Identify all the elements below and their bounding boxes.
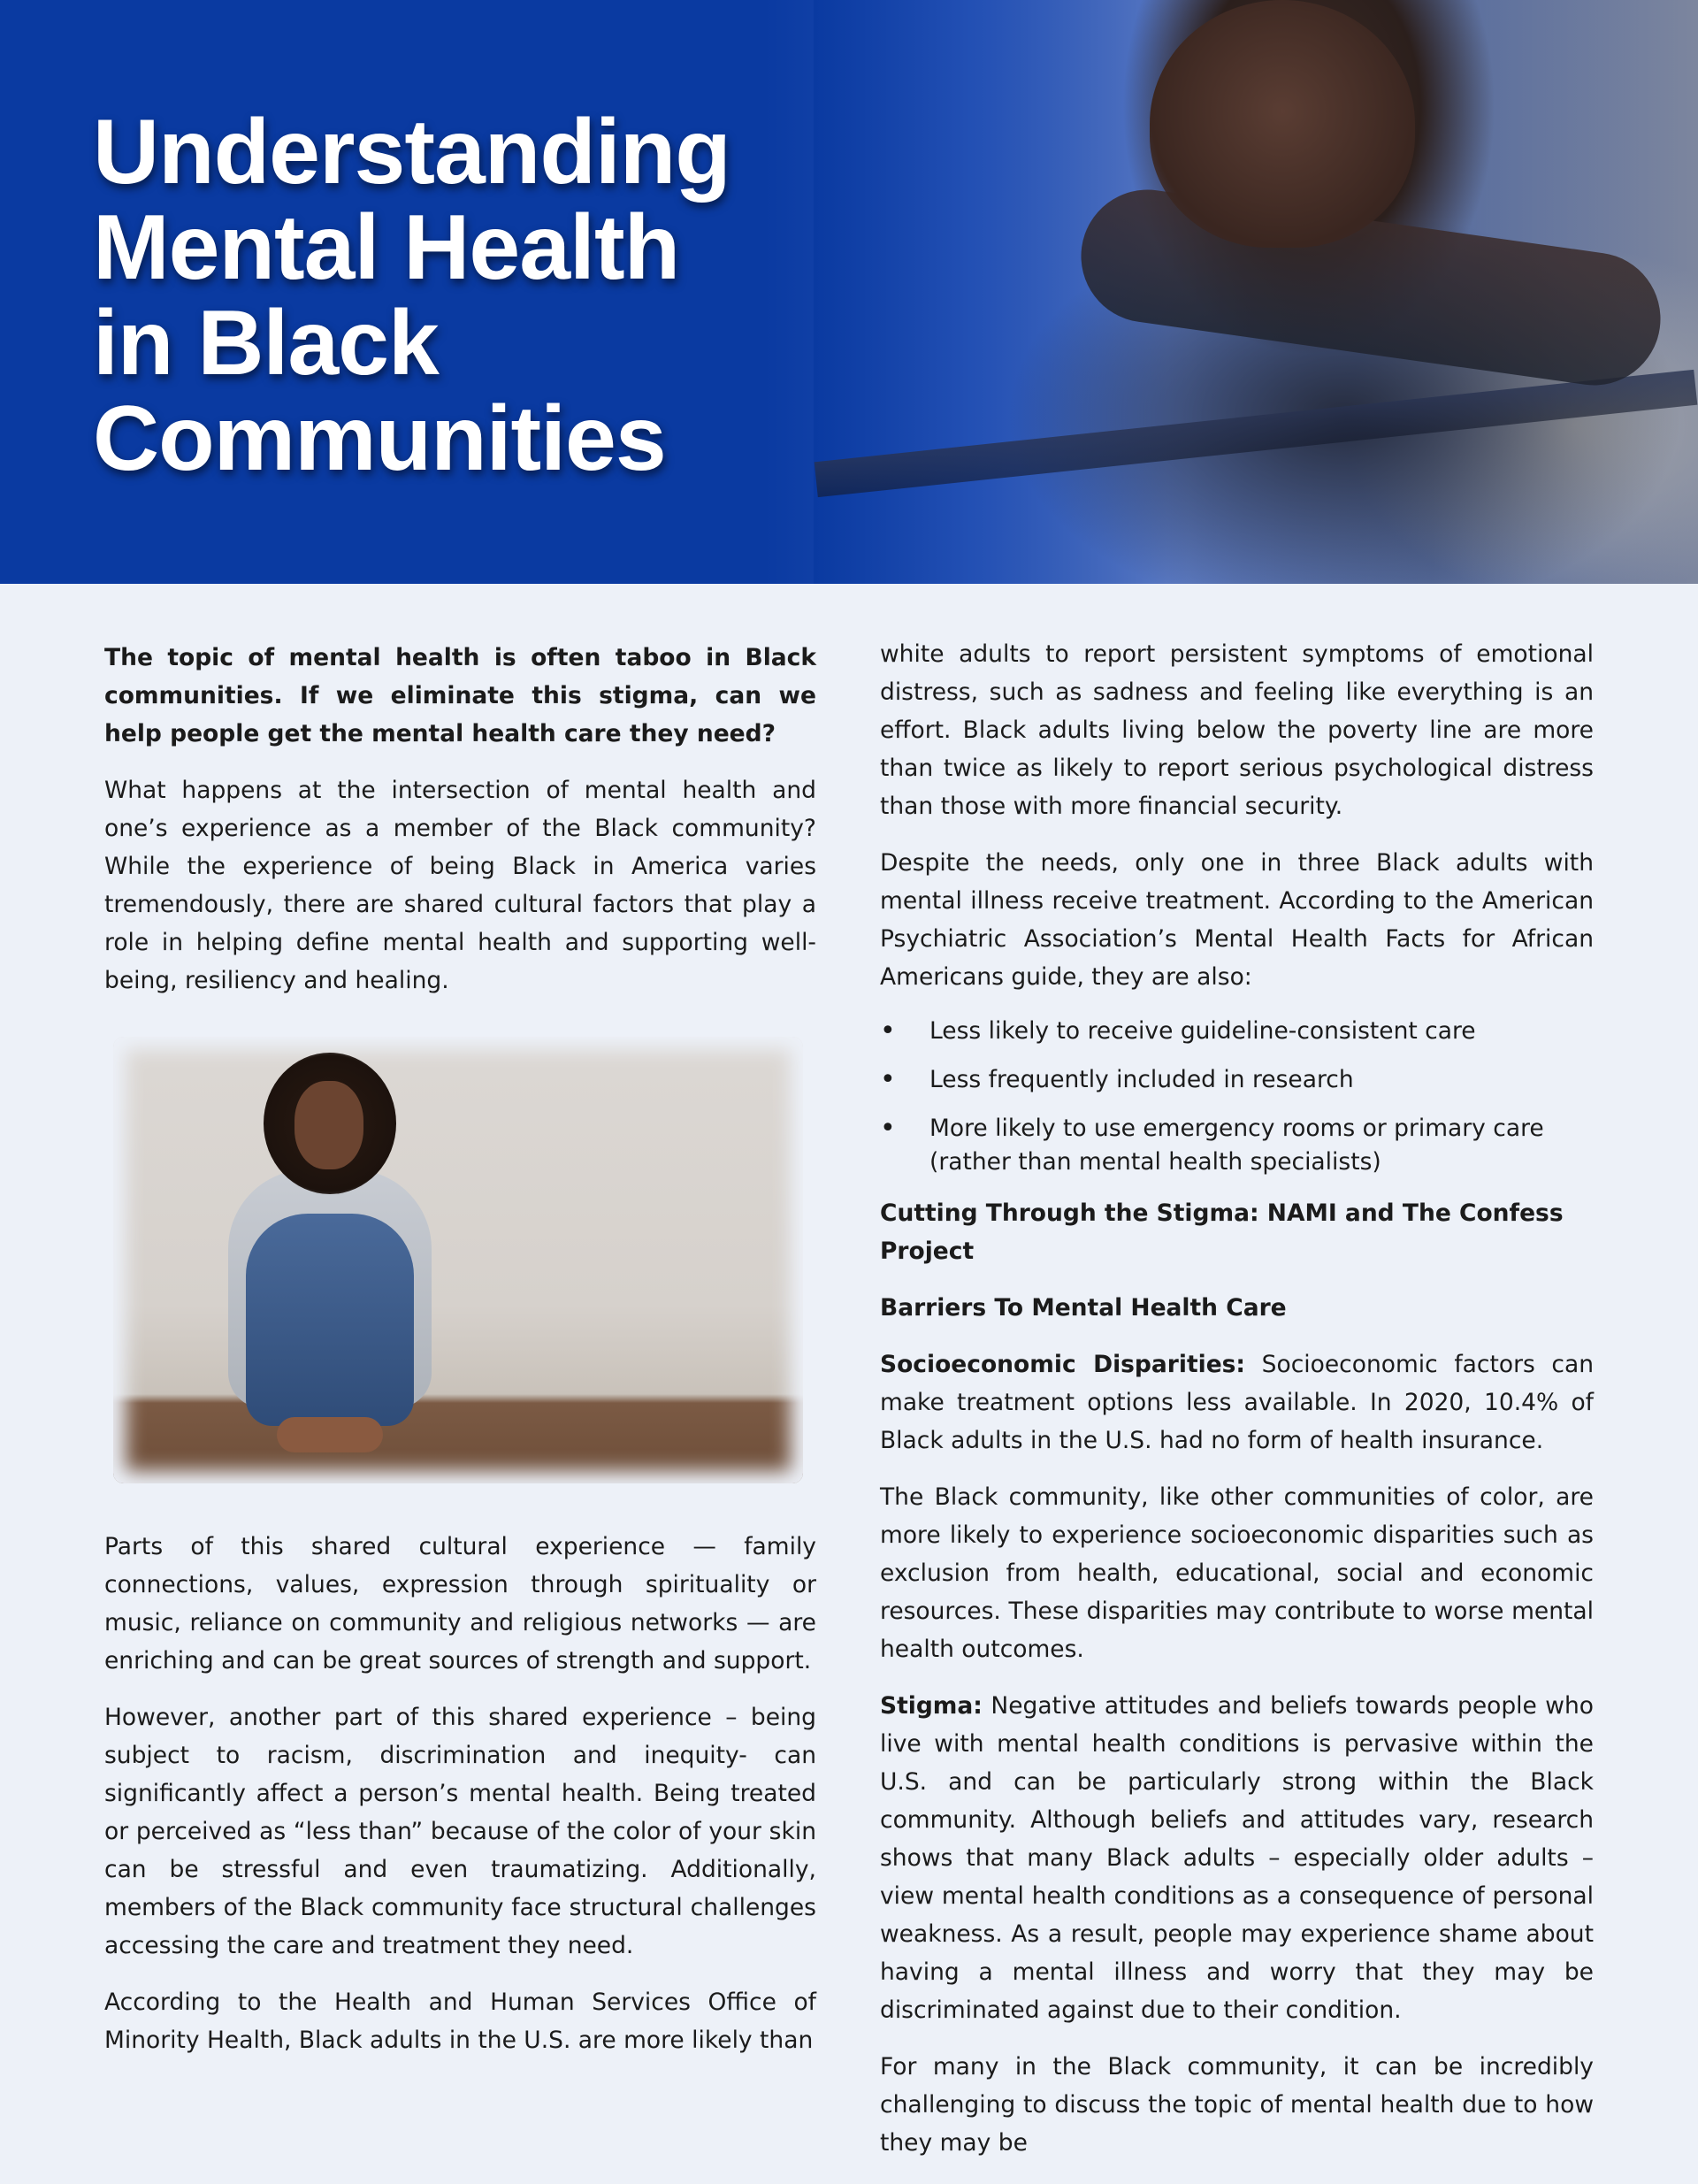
photo-feet (277, 1417, 383, 1452)
section-heading: Barriers To Mental Health Care (880, 1294, 1287, 1322)
photo-head (294, 1081, 363, 1169)
body-paragraph: According to the Health and Human Services Office of Minority Health, Black adults in the U.S. are more likely than (104, 1989, 816, 2054)
body-paragraph: Parts of this shared cultural experience — family connections, values, expression through spirituality or music, reliance on community and religious networks — are enriching and can be great sources of strength and support. (104, 1533, 816, 1674)
paragraph-text: Socioeconomic factors can make treatment options less available. In 2020, 10.4% of Black adults in the U.S. had no form of health insurance. (880, 1351, 1594, 1454)
header-photo-face (1150, 0, 1415, 248)
right-column (880, 635, 1594, 2180)
body-paragraph: Despite the needs, only one in three Black adults with mental illness receive treatment. According to the American Psychiatric Association’s Mental Health Facts for African Americans guide, they are also: (880, 849, 1594, 991)
header-photo-railing (815, 370, 1698, 497)
left-column (104, 639, 816, 2078)
header-photo-woman-resting (814, 0, 1698, 584)
body-paragraph: white adults to report persistent symptoms of emotional distress, such as sadness and feeling like everything is an effort. Black adults living below the poverty line are more than twice as likely to report serious psychological distress than those with more financial security. (880, 640, 1594, 820)
body-paragraph: For many in the Black community, it can be incredibly challenging to discuss the topic of mental health due to how they may be (880, 2053, 1594, 2157)
title-line: Communities (93, 387, 666, 490)
photo-jeans (246, 1214, 414, 1426)
title-line: Understanding (93, 101, 730, 203)
title-line: Mental Health (93, 196, 680, 299)
body-paragraph: However, another part of this shared experience – being subject to racism, discrimination and inequity- can significantly affect a person’s mental health. Being treated or perceived as “less than” because of the color of your skin can be stressful and even traumatizing. Additionally, members of the Black community face structural challenges accessing the care and treatment they need. (104, 1704, 816, 1959)
list-item: • Less frequently included in research (880, 1063, 1594, 1097)
lead-paragraph: The topic of mental health is often taboo in Black communities. If we eliminate this stigma, can we help people get the mental health care they need? (104, 644, 816, 747)
list-item: • More likely to use emergency rooms or primary care (rather than mental health specialists) (880, 1112, 1594, 1179)
title-line: in Black (93, 292, 439, 395)
header-banner (0, 0, 1698, 584)
section-heading: Cutting Through the Stigma: NAMI and The Confess Project (880, 1199, 1564, 1265)
list-item: • Less likely to receive guideline-consistent care (880, 1015, 1594, 1048)
body-paragraph (880, 1345, 1594, 1460)
body-paragraph: The Black community, like other communities of color, are more likely to experience socioeconomic disparities such as exclusion from health, educational, social and economic resources. These disparities may contribute to worse mental health outcomes. (880, 1483, 1594, 1663)
photo-woman-sitting (113, 1037, 803, 1483)
body-paragraph: What happens at the intersection of mental health and one’s experience as a member of the Black community? While the experience of being Black in America varies tremendously, there are shared cultural factors that play a role in helping define mental health and supporting well-being, resiliency and healing. (104, 777, 816, 994)
bullet-list (880, 1015, 1594, 1179)
body-paragraph (880, 1687, 1594, 2029)
page-title (93, 101, 800, 490)
paragraph-label: Socioeconomic Disparities: (880, 1351, 1246, 1378)
paragraph-label: Stigma: (880, 1692, 983, 1720)
paragraph-text: Negative attitudes and beliefs towards people who live with mental health conditions is pervasive within the U.S. and can be particularly strong within the Black community. Although beliefs and attitudes vary, research shows that many Black adults – especially older adults – view mental health conditions as a consequence of personal weakness. As a result, people may experience shame about having a mental illness and worry that they may be discriminated against due to their condition. (880, 1692, 1594, 2024)
